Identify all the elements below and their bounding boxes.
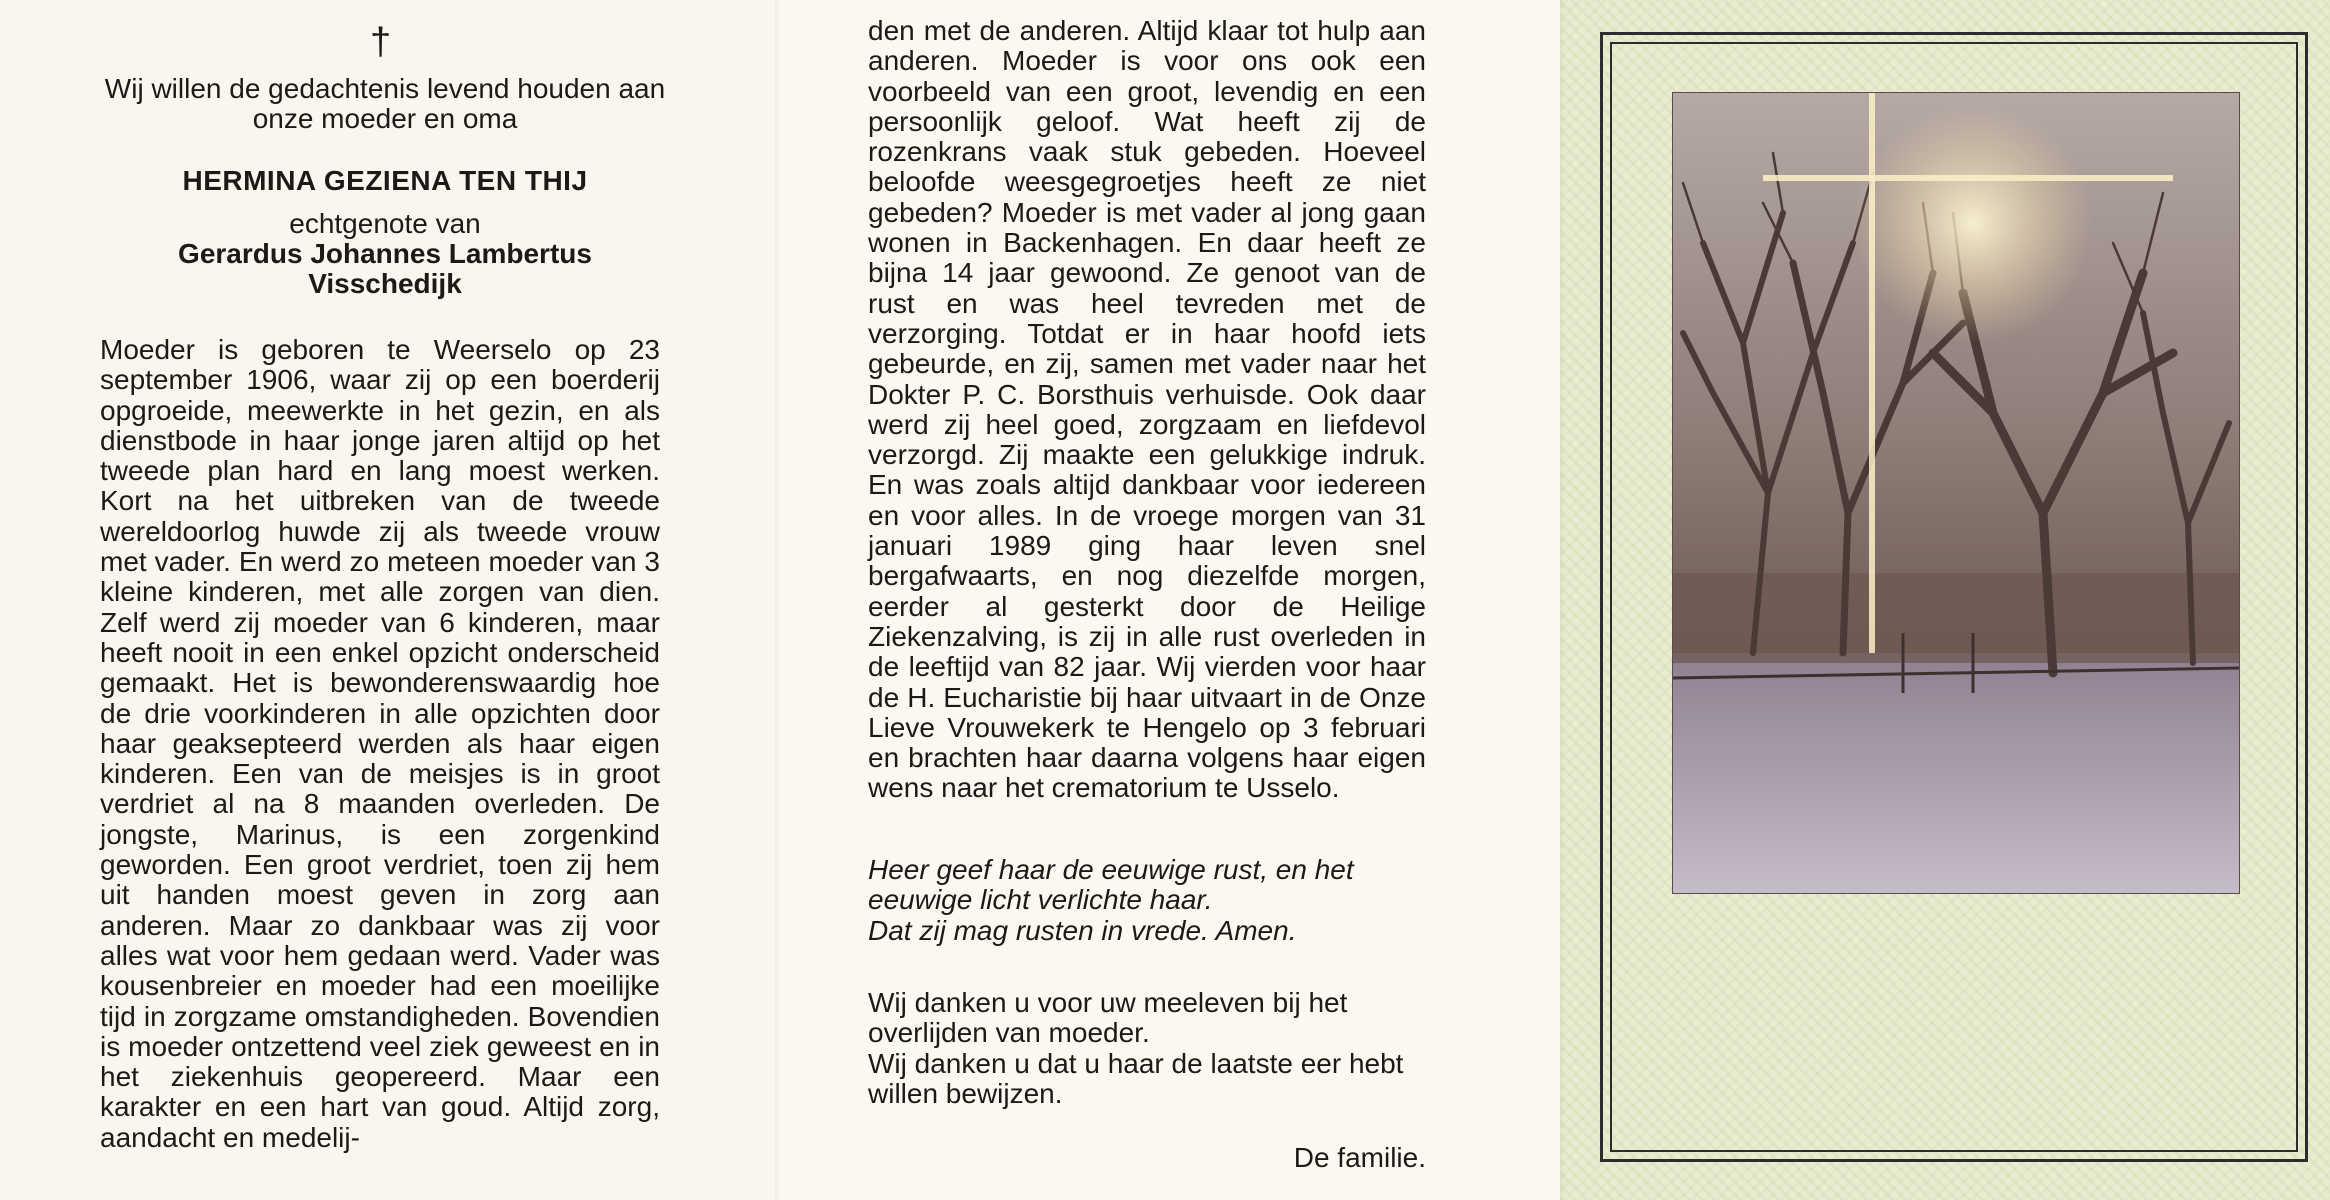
prayer (868, 855, 1428, 946)
winter-trees-cross-photo (1673, 93, 2239, 893)
cover-photo (1672, 92, 2240, 894)
cross-symbol: † (370, 21, 392, 63)
cross-horizontal-beam (1763, 175, 2173, 181)
signature: De familie. (1293, 1142, 1426, 1173)
intro-text: Wij willen de gedachtenis levend houden aan onze moeder en oma (104, 73, 666, 135)
spouse-name: Gerardus Johannes Lambertus Visschedijk (178, 238, 592, 300)
deceased-name: HERMINA GEZIENA TEN THIJ (182, 165, 588, 196)
prayer-line-2: Dat zij mag rusten in vrede. Amen. (868, 914, 1297, 946)
biography-part-2: den met de anderen. Altijd klaar tot hulp aan anderen. Moeder is voor ons ook een voorbeeld van een groot, levendig en een persoonlijk geloof. Wat heeft zij de rozenkrans vaak stuk gebeden. Hoeveel beloofde weesgegroetjes heeft ze niet gebeden? Moeder is met vader al jong gaan wonen in Backenhagen. En daar heeft ze bijna 14 jaar gewoond. Ze genoot van de rust en was heel tevreden met de verzorging. Totdat er in haar hoofd iets gebeurde, en zij, samen met vader naar het Dokter P. C. Borsthuis verhuisde. Ook daar werd zij heel goed, zorgzaam en liefdevol verzorgd. Zij maakte een gelukkige indruk. En was zoals altijd dankbaar voor iedereen en voor alles. In de vroege morgen van 31 januari 1989 ging haar leven snel bergafwaarts, en nog diezelfde morgen, eerder al gesterkt door de Heilige Ziekenzalving, is zij in alle rust overleden in de leeftijd van 82 jaar. Wij vierden voor haar de H. Eucharistie bij haar uitvaart in de Onze Lieve Vrouwekerk te Hengelo op 3 februari en brachten haar daarna volgens haar eigen wens naar het crematorium te Usselo. (868, 15, 1426, 804)
thanks-text (868, 988, 1428, 1109)
prayer-line-1: Heer geef haar de eeuwige rust, en het eeuwige licht verlichte haar. (868, 854, 1354, 916)
biography-part-1: Moeder is geboren te Weerselo op 23 september 1906, waar zij op een boerderij opgroeide, meewerkte in het gezin, en als dienstbode in haar jonge jaren altijd op het tweede plan hard en lang moest werken. Kort na het uitbreken van de tweede wereldoorlog huwde zij als tweede vrouw met vader. En werd zo meteen moeder van 3 kleine kinderen, met alle zorgen van dien. Zelf werd zij moeder van 6 kinderen, maar heeft nooit in een enkel opzicht onderscheid gemaakt. Het is bewonderenswaardig hoe de drie voorkinderen in alle opzichten door haar geaksepteerd werden als haar eigen kinderen. Een van de meisjes is in groot verdriet al na 8 maanden overleden. De jongste, Marinus, is een zorgenkind geworden. Een groot verdriet, toen zij hem uit handen moest geven in zorg aan anderen. Maar zo dankbaar was zij voor alles wat voor hem gedaan werd. Vader was kousenbreier en moeder had een moeilijke tijd in zorgzame omstandigheden. Bovendien is moeder ontzettend veel ziek geweest en in het ziekenhuis geopereerd. Maar een karakter en een hart van goud. Altijd zorg, aandacht en medelij- (100, 334, 660, 1153)
thanks-line-2: Wij danken u dat u haar de laatste eer hebt willen bewijzen. (868, 1047, 1404, 1109)
fold-line-right (1560, 0, 1566, 1200)
light-glow (1853, 103, 2093, 343)
fold-line-left (775, 0, 781, 1200)
thanks-line-1: Wij danken u voor uw meeleven bij het overlijden van moeder. (868, 987, 1348, 1049)
spouse-label: echtgenote van (289, 208, 481, 239)
